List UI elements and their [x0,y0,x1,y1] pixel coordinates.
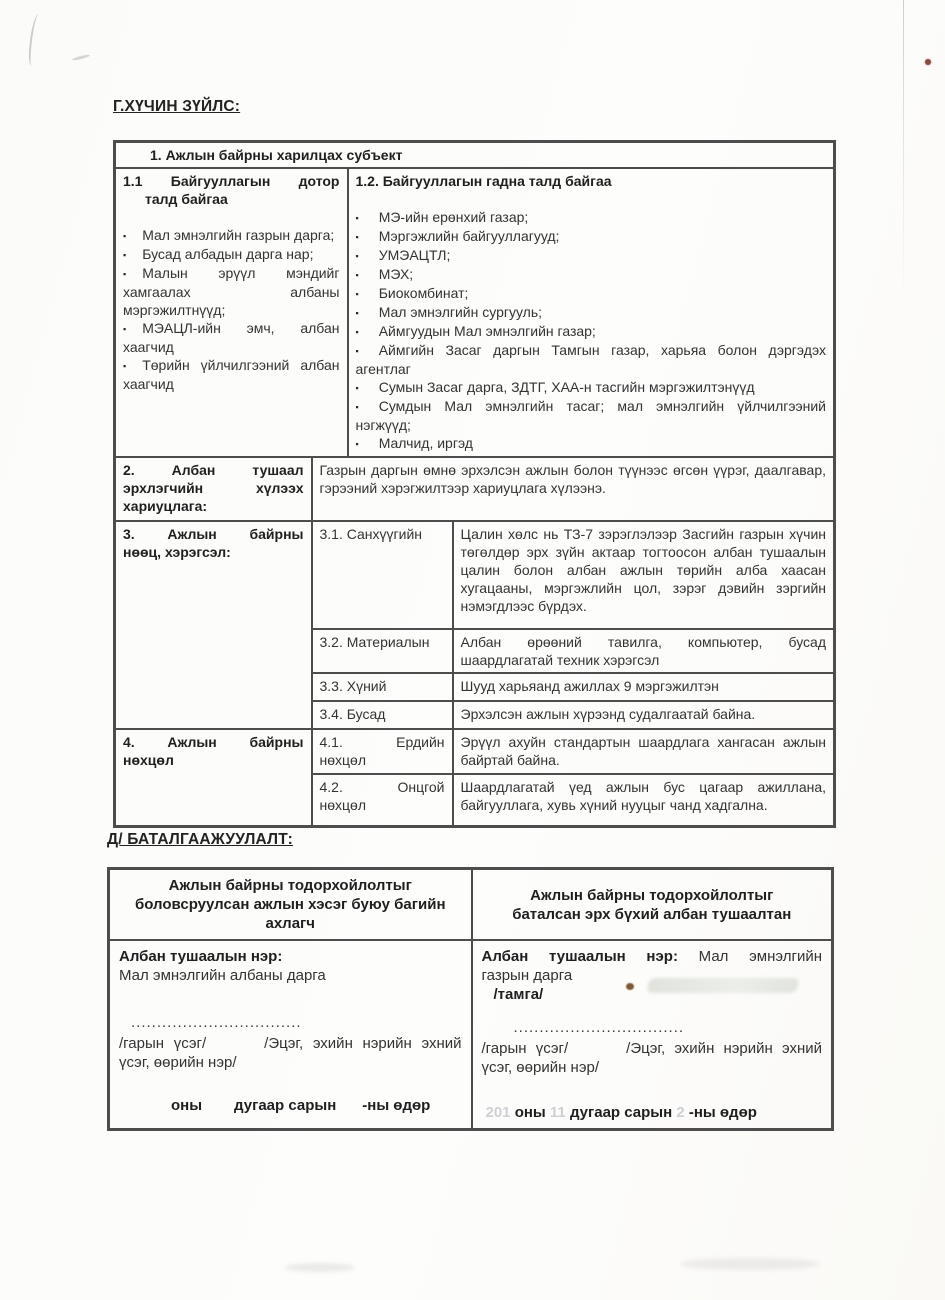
list-item: ▪ Сумдын Мал эмнэлгийн тасаг; мал эмнэлгийн үйлчилгээний нэгжүүд; [355,398,827,433]
square-bullet-icon: ▪ [355,213,359,223]
external-subjects-header: 1.2. Байгууллагын гадна талд байгаа [355,173,612,189]
list-item: ▪ Аймгуудын Мал эмнэлгийн газар; [355,323,596,339]
pencil-mark-artifact [72,54,90,61]
position-name-value: Мал эмнэлгийн албаны дарга [119,967,326,984]
position-name-value: Мал эмнэлгийн [698,948,822,965]
responsibility-text: Газрын даргын өмнө эрхэлсэн ажлын болон түүнээс өгсөн үүрэг, даалгавар, гэрээний хэрэгжилтээр хариуцлага хүлээнэ. [312,457,835,521]
square-bullet-icon: ▪ [355,383,359,393]
list-item: ▪ МЭАЦЛ-ийн эмч, албан хаагчид [123,320,340,355]
conditions-row-label: 4. Ажлын байрны нөхцөл [115,729,312,826]
list-item: ▪ Мал эмнэлгийн сургууль; [355,304,543,320]
resource-type-label: 3.2. Материалын [312,629,453,673]
square-bullet-icon: ▪ [355,251,359,261]
initials-caption: /Эцэг, эхийн нэрийн эхний үсэг, өөрийн нэр/ [119,1035,462,1071]
subjects-section-header: 1. Ажлын байрны харилцах субъект [115,142,835,169]
approver-header-cell: Ажлын байрны тодорхойлолтыг баталсан эрх бүхий албан тушаалтан [472,869,833,941]
condition-description: Шаардлагатай үед ажлын бус цагаар ажиллана, байгууллага, хувь хүний нууцыг чанд хадгална. [453,774,835,826]
developer-header-cell: Ажлын байрны тодорхойлолтыг боловсруулсан ажлын хэсэг буюу багийн ахлагч [109,869,472,941]
faint-date-day: 2 [676,1104,685,1121]
square-bullet-icon: ▪ [123,324,127,334]
condition-type-label: 4.2. Онцгой нөхцөл [312,774,453,826]
position-name-line [482,947,823,985]
list-item: ▪ Бусад албадын дарга нар; [123,246,314,262]
position-name-label: Албан тушаалын нэр: [481,948,678,965]
list-item: ▪ Сумын Засаг дарга, ЗДТГ, ХАА-н тасгийн мэргэжилтэнүүд [355,379,755,395]
dotted-signature-line: ................................. [513,1019,685,1036]
list-item: ▪ Мал эмнэлгийн газрын дарга; [123,227,335,243]
resource-description: Эрхэлсэн ажлын хүрээнд судалгаатай байна. [453,701,835,729]
square-bullet-icon: ▪ [355,289,359,299]
square-bullet-icon: ▪ [355,439,359,449]
condition-type-label: 4.1. Ердийн нөхцөл [312,729,453,774]
date-line: 201 оны 11 дугаар сарын 2 -ны өдөр [485,1104,757,1121]
list-item: ▪ МЭ-ийн ерөнхий газар; [355,209,529,225]
resource-description: Цалин хөлс нь ТЗ-7 зэрэглэлээр Засгийн газрын хүчин төгөлдөр эрх зүйн актаар тогтоосон албан тушаалын цалин болон албан ажлын төрийн алба хаасан хугацааны, мэргэжлийн цол, зэрэг дэвийн зэргийн нэмэгдлээс бүрдэх. [453,521,835,629]
list-item: ▪ Аймгийн Засаг даргын Тамгын газар, харьяа болон дэргэдэх агентлаг [355,342,827,377]
square-bullet-icon: ▪ [355,327,359,337]
section-g-heading: Г.ХҮЧИН ЗҮЙЛС: [113,98,241,115]
signature-caption: /гарын үсэг/ [119,1035,207,1052]
resource-type-label: 3.4. Бусад [312,701,453,729]
list-item: ▪ Малчид, иргэд [355,435,473,451]
list-item: ▪ Биокомбинат; [355,285,469,301]
square-bullet-icon: ▪ [355,402,359,412]
faint-date-year: 201 [485,1104,511,1121]
section-d-heading: Д/ БАТАЛГААЖУУЛАЛТ: [107,831,294,848]
date-line: оны дугаар сарын -ны өдөр [171,1097,431,1114]
resource-type-label: 3.1. Санхүүгийн [312,521,453,629]
resource-description: Шууд харьяанд ажиллах 9 мэргэжилтэн [453,673,835,701]
square-bullet-icon: ▪ [355,308,359,318]
responsibility-row-label: 2. Албан тушаал эрхлэгчийн хүлээх хариуцлага: [115,457,312,521]
approval-table [107,867,834,1131]
resources-row-label: 3. Ажлын байрны нөөц, хэрэгсэл: [115,521,312,729]
scan-smudge-artifact [680,1258,820,1270]
position-name-value: газрын дарга [481,967,573,984]
developer-signature-cell [109,940,472,1130]
signature-caption: /гарын үсэг/ [481,1040,569,1057]
paper-edge-shadow [903,0,904,300]
red-ink-dot-artifact [925,59,931,65]
external-subjects-list [356,208,827,453]
internal-subjects-header: 1.1 Байгууллагын дотор талд байгаа [123,173,340,207]
resource-type-label: 3.3. Хүний [312,673,453,701]
position-name-label: Албан тушаалын нэр: [119,948,283,965]
list-item: ▪ Мэргэжлийн байгууллагууд; [355,228,560,244]
square-bullet-icon: ▪ [123,361,127,371]
dotted-signature-line: ................................. [131,1014,302,1031]
pencil-mark-artifact [27,14,42,67]
square-bullet-icon: ▪ [123,250,127,260]
internal-subjects-cell [115,168,348,457]
list-item: ▪ УМЭАЦТЛ; [355,247,451,263]
internal-subjects-list [123,226,340,393]
list-item: ▪ Төрийн үйлчилгээний албан хаагчид [123,357,340,392]
signature-caption-line [119,1034,462,1072]
factors-table [113,140,836,828]
square-bullet-icon: ▪ [123,269,127,279]
square-bullet-icon: ▪ [123,231,127,241]
scan-smudge-artifact [285,1263,355,1272]
approver-signature-cell [472,940,833,1130]
square-bullet-icon: ▪ [355,270,359,280]
list-item: ▪ Малын эрүүл мэндийг хамгаалах албаны мэргэжилтнүүд; [123,265,340,318]
external-subjects-cell [348,168,835,457]
square-bullet-icon: ▪ [355,232,359,242]
stamp-caption: /тамга/ [493,986,544,1003]
square-bullet-icon: ▪ [355,346,359,356]
list-item: ▪ МЭХ; [355,266,414,282]
initials-caption: /Эцэг, эхийн нэрийн эхний үсэг, өөрийн нэр/ [481,1040,822,1076]
signature-caption-line [482,1039,823,1077]
condition-description: Эрүүл ахуйн стандартын шаардлага хангасан ажлын байртай байна. [453,729,835,774]
faint-date-month: 11 [549,1104,566,1121]
resource-description: Албан өрөөний тавилга, компьютер, бусад шаардлагатай техник хэрэгсэл [453,629,835,673]
